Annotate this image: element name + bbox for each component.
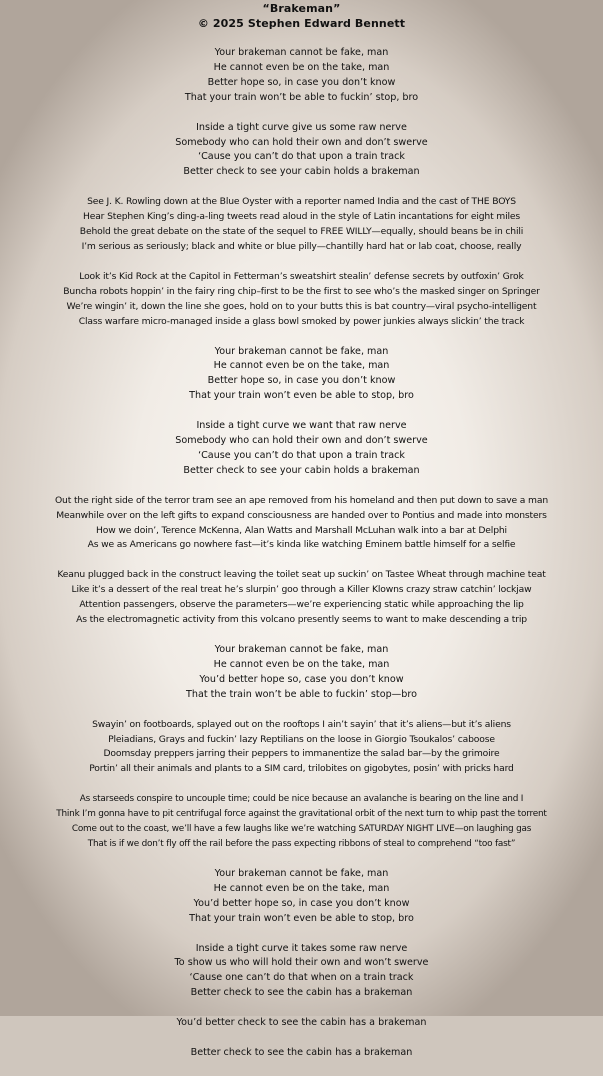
lyric-line: To show us who will hold their own and won’t swerve xyxy=(174,957,429,969)
lyric-line: Inside a tight curve give us some raw nerve xyxy=(196,121,407,133)
lyric-line: He cannot even be on the take, man xyxy=(213,882,390,894)
lyric-line: Behold the great debate on the state of the sequel to FREE WILLY—equally, should beans be in chili xyxy=(79,226,524,238)
lyric-line: We’re wingin’ it, down the line she goes, hold on to your butts this is bat country—viral psycho-intelligent xyxy=(66,300,537,312)
lyric-line: That is if we don’t fly off the rail before the pass expecting ribbons of steal to comprehend “too fast” xyxy=(87,838,516,849)
lyric-line: Better check to see the cabin has a brakeman xyxy=(190,1047,413,1059)
lyric-line: As starseeds conspire to uncouple time; could be nice because an avalanche is bearing on the line and I xyxy=(79,794,524,805)
lyric-line: That your train won’t even be able to stop, bro xyxy=(189,390,414,402)
lyric-line: Come out to the coast, we’ll have a few laughs like we’re watching SATURDAY NIGHT LIVE—on laughing gas xyxy=(71,824,532,835)
lyric-line: Like it’s a dessert of the real treat he’s slurpin’ goo through a Killer Klowns crazy straw catchin’ lockjaw xyxy=(71,584,532,596)
lyric-line: That your train won’t be able to fuckin’ stop, bro xyxy=(184,91,419,103)
stanza-verse-1 xyxy=(0,195,603,255)
lyric-line: He cannot even be on the take, man xyxy=(213,360,390,372)
lyric-line: Out the right side of the terror tram see an ape removed from his homeland and then put down to save a man xyxy=(54,494,549,506)
lyric-line: Buncha robots hoppin’ in the fairy ring chip–first to be the first to see who’s the masked singer on Springer xyxy=(63,285,540,297)
lyric-line: That the train won’t be able to fuckin’ stop—bro xyxy=(186,688,417,700)
lyric-line: Keanu plugged back in the construct leaving the toilet seat up suckin’ on Tastee Wheat through machine teat xyxy=(57,569,546,581)
lyric-line: You’d better hope so, case you don’t know xyxy=(199,673,404,685)
lyric-line: I’m serious as seriously; black and white or blue pilly—chantilly hard hat or lab coat, choose, really xyxy=(81,240,522,252)
stanza-chorus-3 xyxy=(0,643,603,703)
lyric-line: You’d better check to see the cabin has a brakeman xyxy=(176,1017,427,1029)
lyric-line: He cannot even be on the take, man xyxy=(213,61,390,73)
lyric-line: As the electromagnetic activity from this volcano presently seems to want to make descending a trip xyxy=(76,614,527,626)
lyric-line: See J. K. Rowling down at the Blue Oyster with a reporter named India and the cast of THE BOYS xyxy=(87,196,516,208)
lyric-line: Better check to see the cabin has a brakeman xyxy=(190,987,413,999)
lyric-line: Swayin’ on footboards, splayed out on the rooftops I ain’t sayin’ that it’s aliens—but it’s aliens xyxy=(92,718,511,730)
lyric-line: Better hope so, in case you don’t know xyxy=(207,375,396,387)
lyrics-header xyxy=(0,1,603,31)
lyric-line: Your brakeman cannot be fake, man xyxy=(214,345,389,357)
lyric-line: You’d better hope so, in case you don’t know xyxy=(193,897,410,909)
lyric-line: Inside a tight curve we want that raw nerve xyxy=(196,420,407,432)
lyric-line: Inside a tight curve it takes some raw nerve xyxy=(195,942,408,954)
lyrics-body xyxy=(0,46,603,1076)
lyric-line: He cannot even be on the take, man xyxy=(213,658,390,670)
copyright-notice: © 2025 Stephen Edward Bennett xyxy=(197,17,406,30)
stanza-bridge-2 xyxy=(0,419,603,479)
lyric-line: Somebody who can hold their own and don’t swerve xyxy=(175,435,428,447)
stanza-bridge-1 xyxy=(0,121,603,181)
lyric-line: Doomsday preppers jarring their peppers to immanentize the salad bar—by the grimoire xyxy=(103,748,500,760)
lyric-line: ‘Cause you can’t do that upon a train track xyxy=(198,449,405,461)
lyric-line: Better check to see your cabin holds a brakeman xyxy=(183,464,420,476)
stanza-verse-5 xyxy=(0,718,603,778)
lyric-line: Portin’ all their animals and plants to a SIM card, trilobites on gigobytes, posin’ with pricks hard xyxy=(89,763,514,775)
stanza-chorus-1 xyxy=(0,46,603,106)
stanza-bridge-3 xyxy=(0,942,603,1002)
lyric-line: ‘Cause you can’t do that upon a train track xyxy=(198,151,405,163)
lyric-line: Meanwhile over on the left gifts to expand consciousness are handed over to Pontius and made into monsters xyxy=(56,509,547,521)
lyric-line: Your brakeman cannot be fake, man xyxy=(214,867,389,879)
stanza-outro-1 xyxy=(0,1016,603,1031)
lyric-line: Hear Stephen King’s ding-a-ling tweets read aloud in the style of Latin incantations for eight miles xyxy=(82,211,521,223)
lyric-line: Your brakeman cannot be fake, man xyxy=(214,644,389,655)
lyric-line: As we as Americans go nowhere fast—it’s kinda like watching Eminem battle himself for a selfie xyxy=(87,539,516,551)
lyric-line: Somebody who can hold their own and don’t swerve xyxy=(175,136,428,148)
lyric-line: That your train won’t even be able to stop, bro xyxy=(189,912,414,924)
lyric-line: ‘Cause one can’t do that when on a train track xyxy=(189,972,414,984)
lyric-line: Your brakeman cannot be fake, man xyxy=(214,47,389,58)
stanza-outro-2 xyxy=(0,1046,603,1061)
lyric-line: Look it’s Kid Rock at the Capitol in Fetterman’s sweatshirt stealin’ defense secrets by outfoxin’ Grok xyxy=(79,270,524,282)
stanza-chorus-4 xyxy=(0,867,603,927)
lyric-line: Class warfare micro-managed inside a glass bowl smoked by power junkies always slickin’ the track xyxy=(78,315,525,327)
stanza-verse-2 xyxy=(0,270,603,330)
stanza-verse-6 xyxy=(0,792,603,852)
lyric-line: Think I’m gonna have to pit centrifugal force against the gravitational orbit of the next turn to whip past the torrent xyxy=(56,809,547,820)
lyric-line: Pleiadians, Grays and fuckin’ lazy Reptilians on the loose in Giorgio Tsoukalos’ caboose xyxy=(108,733,495,745)
lyric-line: Better check to see your cabin holds a brakeman xyxy=(183,166,420,178)
stanza-verse-3 xyxy=(0,494,603,554)
lyric-line: How we doin’, Terence McKenna, Alan Watts and Marshall McLuhan walk into a bar at Delphi xyxy=(96,524,507,536)
lyric-line: Better hope so, in case you don’t know xyxy=(207,76,396,88)
lyric-line: Attention passengers, observe the parameters—we’re experiencing static while approaching the lip xyxy=(79,599,524,611)
stanza-verse-4 xyxy=(0,568,603,628)
stanza-chorus-2 xyxy=(0,345,603,405)
song-title: “Brakeman” xyxy=(262,2,341,15)
